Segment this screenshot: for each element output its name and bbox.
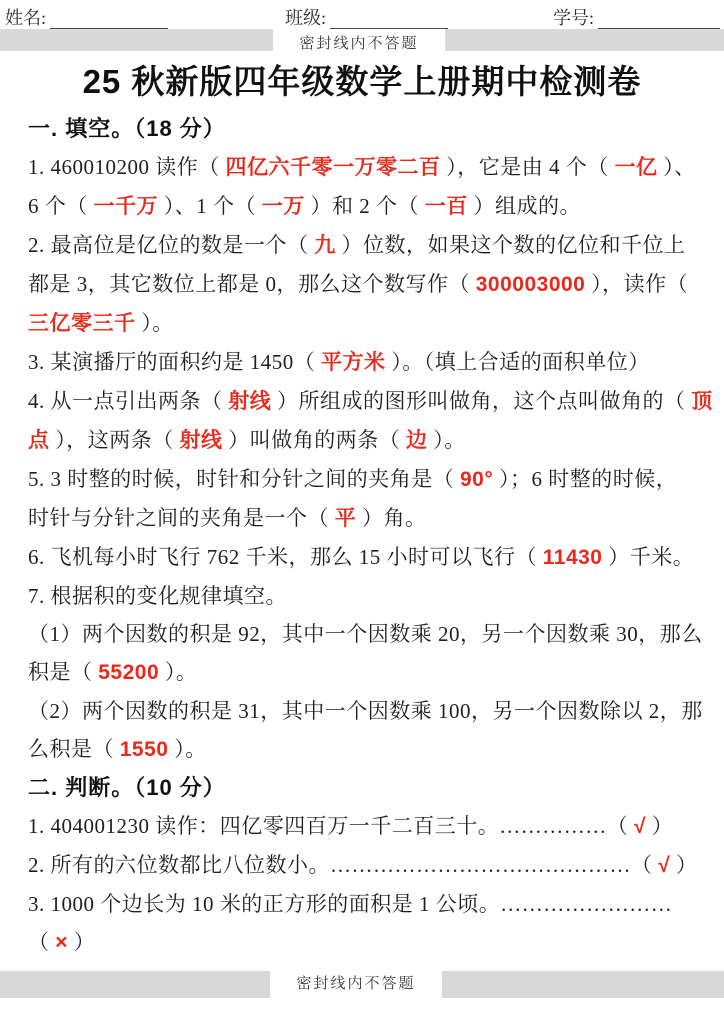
question-text: ），它是由 4 个（ [440,155,615,179]
answer-text: 顶 [691,390,713,413]
answer-text: 射线 [179,429,223,452]
question-text: 1. 404001230 读作：四亿零四百万一千二百三十。……………（ [28,814,634,838]
question-text: （2）两个因数的积是 31，其中一个因数乘 100，另一个因数除以 2，那 [28,699,703,723]
seal-line-bar-bottom [0,971,724,998]
question-text: ）、1 个（ [158,194,262,218]
question-text: 6. 飞机每小时飞行 762 千米，那么 15 小时可以飞行（ [28,545,543,569]
answer-check-mark: √ [634,815,647,838]
answer-check-mark: √ [658,854,671,877]
page-title: 25 秋新版四年级数学上册期中检测卷 [82,63,642,100]
question-text: 3. 某演播厅的面积约是 1450（ [28,350,321,374]
question-text: 时针与分针之间的夹角是一个（ [28,506,335,530]
exam-content [28,110,713,962]
fill-q7-sub1-line-1 [28,615,703,653]
question-text: 4. 从一点引出两条（ [28,389,229,413]
class-blank-line [330,8,448,30]
answer-text: 平 [334,507,357,530]
question-text: 2. 所有的六位数都比八位数小。……………………………………（ [28,853,659,877]
question-text: ）位数，如果这个数的亿位和千位上 [335,233,686,257]
answer-text: 边 [406,429,428,452]
question-text: 3. 1000 个边长为 10 米的正方形的面积是 1 公顷。…………………… [28,892,673,916]
answer-text: 一千万 [93,195,158,218]
student-id-label: 学号: [553,8,595,28]
answer-text: 点 [28,429,50,452]
judge-q3-line-1 [28,885,700,923]
question-text: ）和 2 个（ [304,194,425,218]
class-label: 班级: [285,8,327,28]
fill-q2-line-3 [28,304,700,343]
question-text: （ [28,930,56,954]
question-text: ）。 [168,737,207,761]
fill-q5-line-1 [28,460,700,499]
answer-text: 300003000 [475,273,586,296]
section-1-heading: 一. 填空。（18 分） [28,116,226,141]
answer-text: 平方米 [321,351,386,374]
question-text: ） [646,814,674,838]
question-text: ）组成的。 [467,194,581,218]
answer-text: 四亿六千零一万零二百 [225,156,441,179]
seal-notice-top: 密封线内不答题 [273,29,445,57]
seal-line-bar-top [0,29,724,51]
question-text: ）所组成的图形叫做角，这个点叫做角的（ [271,389,692,413]
question-text: ） [670,853,698,877]
fill-q7-sub2-line-2 [28,730,700,769]
name-blank-line [50,8,168,30]
answer-text: 三亿零三千 [28,312,136,335]
question-text: ），这两条（ [49,428,180,452]
fill-q7-line [28,577,700,615]
question-text: ） [68,930,96,954]
answer-cross-mark: × [55,931,69,954]
fill-q4-line-2 [28,421,700,460]
question-text: ）。 [159,660,198,684]
question-text: ），读作（ [585,272,689,296]
question-text: ）。 [427,428,466,452]
fill-q1-line-1 [28,148,700,187]
question-text: ）千米。 [602,545,695,569]
name-field [5,4,168,30]
judge-q2-line [28,846,700,885]
answer-text: 一百 [424,195,468,218]
answer-text: 射线 [228,390,272,413]
student-id-field [553,4,720,30]
fill-q7-sub2-line-1 [28,692,703,730]
question-text: 7. 根据积的变化规律填空。 [28,584,287,608]
answer-text: 一万 [261,195,305,218]
class-field [285,4,448,30]
fill-q2-line-1 [28,226,700,265]
answer-text: 九 [314,234,336,257]
question-text: 5. 3 时整的时候，时针和分针之间的夹角是（ [28,467,460,491]
fill-q3-line [28,343,700,382]
question-text: ）角。 [356,506,427,530]
question-text: 积是（ [28,660,99,684]
judge-q1-line [28,807,700,846]
fill-q6-line [28,538,700,577]
question-text: 1. 460010200 读作（ [28,155,226,179]
fill-q4-line-1 [28,382,713,421]
question-text: （1）两个因数的积是 92，其中一个因数乘 20，另一个因数乘 30，那么 [28,622,703,646]
question-text: ）。 [135,311,174,335]
question-text: ）；6 时整的时候， [493,467,678,491]
student-id-blank-line [598,8,720,30]
question-text: ）叫做角的两条（ [222,428,406,452]
question-text: 6 个（ [28,194,94,218]
question-text: ）。（填上合适的面积单位） [385,350,650,374]
answer-text: 11430 [542,546,603,569]
judge-q3-line-2 [28,923,700,962]
question-text: 2. 最高位是亿位的数是一个（ [28,233,315,257]
fill-q7-sub1-line-2 [28,653,700,692]
question-text: 都是 3，其它数位上都是 0，那么这个数写作（ [28,272,476,296]
fill-q2-line-2 [28,265,700,304]
answer-text: 90° [460,468,494,491]
seal-notice-bottom: 密封线内不答题 [270,971,442,998]
name-label: 姓名: [5,8,47,28]
answer-text: 55200 [98,661,160,684]
answer-text: 1550 [119,738,169,761]
section-2-heading: 二. 判断。（10 分） [28,775,226,800]
answer-text: 一亿 [614,156,658,179]
fill-q1-line-2 [28,187,700,226]
fill-q5-line-2 [28,499,700,538]
question-text: ）、 [657,155,696,179]
question-text: 么积是（ [28,737,120,761]
